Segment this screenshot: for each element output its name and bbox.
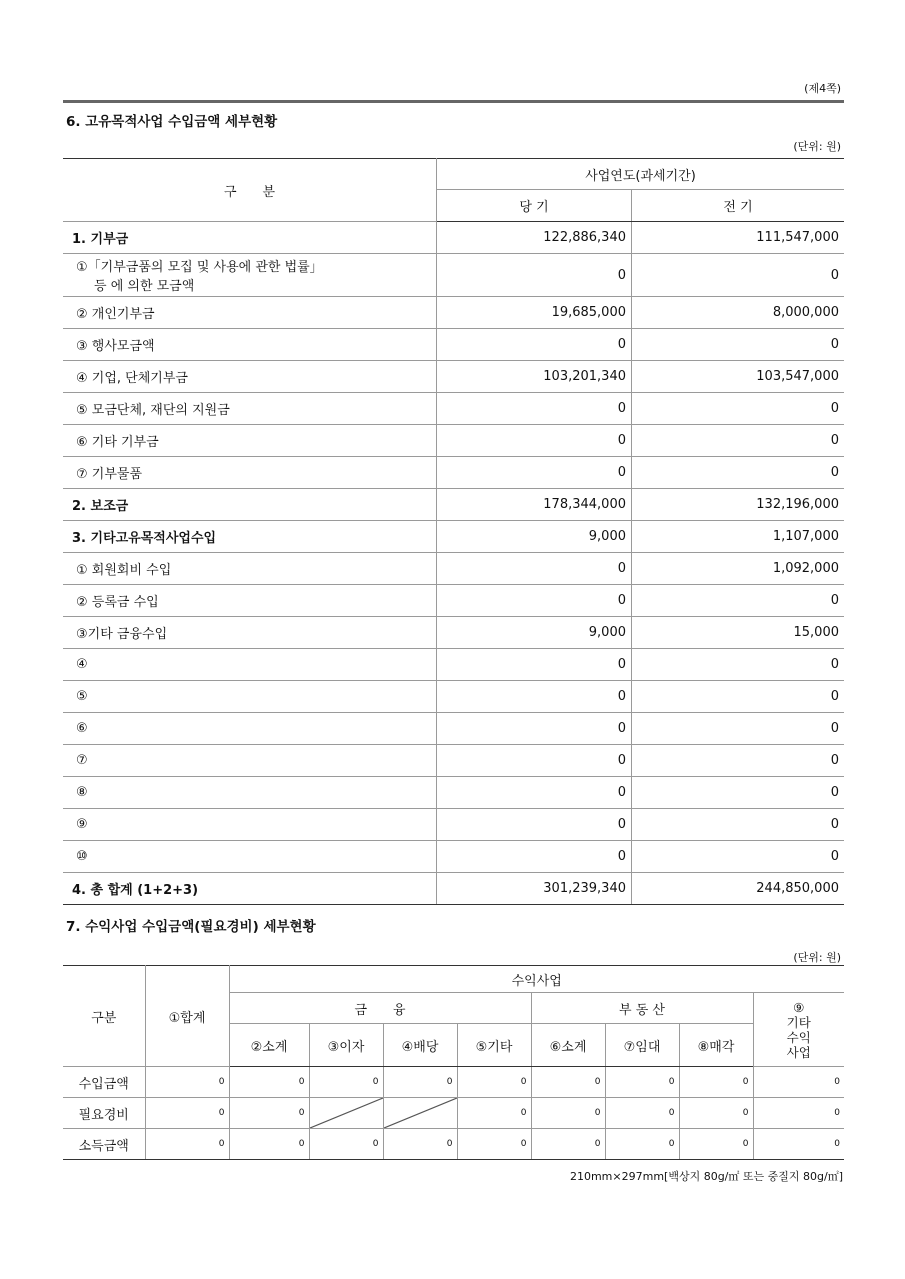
previous-value: 0 — [632, 425, 845, 457]
cell-value: 0 — [531, 1067, 605, 1098]
t7-header-other: ⑨ 기타 수익 사업 — [753, 993, 844, 1067]
current-value: 0 — [437, 841, 632, 873]
previous-value: 0 — [632, 681, 845, 713]
diagonal-slash — [384, 1098, 457, 1128]
previous-value: 103,547,000 — [632, 361, 845, 393]
current-value: 0 — [437, 777, 632, 809]
table-row — [63, 681, 844, 713]
t7-subheader-col: ⑥소계 — [531, 1024, 605, 1067]
current-value: 0 — [437, 457, 632, 489]
t7-subheader-col: ③이자 — [309, 1024, 383, 1067]
table-row — [63, 1098, 844, 1129]
previous-value: 0 — [632, 777, 845, 809]
current-value: 301,239,340 — [437, 873, 632, 905]
row-label: ⑦ 기부물품 — [63, 457, 437, 489]
previous-value: 0 — [632, 745, 845, 777]
t7-subheader-col: ④배당 — [383, 1024, 457, 1067]
row-label: ⑤ — [63, 681, 437, 713]
row-label: 1. 기부금 — [63, 222, 437, 254]
table-row — [63, 777, 844, 809]
previous-value: 132,196,000 — [632, 489, 845, 521]
t7-subheader-col: ⑤기타 — [457, 1024, 531, 1067]
current-value: 0 — [437, 713, 632, 745]
current-value: 0 — [437, 585, 632, 617]
current-value: 9,000 — [437, 617, 632, 649]
section6-title: 6. 고유목적사업 수입금액 세부현황 — [66, 114, 278, 130]
row-label: ③기타 금융수입 — [63, 617, 437, 649]
row-label: 필요경비 — [63, 1098, 145, 1129]
row-label: ③ 행사모금액 — [63, 329, 437, 361]
table-row — [63, 745, 844, 777]
row-label: ⑧ — [63, 777, 437, 809]
previous-value: 0 — [632, 585, 845, 617]
cell-value: 0 — [679, 1098, 753, 1129]
previous-value: 15,000 — [632, 617, 845, 649]
previous-value: 111,547,000 — [632, 222, 845, 254]
table-row — [63, 393, 844, 425]
cell-value: 0 — [605, 1067, 679, 1098]
row-label: 4. 총 합계 (1+2+3) — [63, 873, 437, 905]
cell-value: 0 — [679, 1067, 753, 1098]
cell-value: 0 — [753, 1098, 844, 1129]
cell-value: 0 — [457, 1129, 531, 1160]
cell-value: 0 — [383, 1129, 457, 1160]
t7-header-business: 수익사업 — [229, 966, 844, 993]
cell-value: 0 — [605, 1129, 679, 1160]
section6-unit: (단위: 원) — [793, 140, 841, 153]
table-row — [63, 361, 844, 393]
previous-value: 1,107,000 — [632, 521, 845, 553]
current-value: 0 — [437, 254, 632, 297]
cell-value: 0 — [229, 1098, 309, 1129]
table-row — [63, 585, 844, 617]
table-row — [63, 873, 844, 905]
row-label: 2. 보조금 — [63, 489, 437, 521]
table-row — [63, 254, 844, 297]
section6-table — [63, 158, 844, 905]
cell-value: 0 — [457, 1098, 531, 1129]
current-value: 0 — [437, 809, 632, 841]
table-row — [63, 222, 844, 254]
previous-value: 0 — [632, 713, 845, 745]
row-label: ①「기부금품의 모집 및 사용에 관한 법률」 등 에 의한 모금액 — [63, 254, 437, 297]
row-label: 수입금액 — [63, 1067, 145, 1098]
previous-value: 8,000,000 — [632, 297, 845, 329]
cell-value: 0 — [679, 1129, 753, 1160]
row-label: ⑩ — [63, 841, 437, 873]
previous-value: 0 — [632, 457, 845, 489]
cell-value: 0 — [145, 1129, 229, 1160]
not-applicable-cell — [383, 1098, 457, 1129]
current-value: 103,201,340 — [437, 361, 632, 393]
current-value: 178,344,000 — [437, 489, 632, 521]
section7-table — [63, 965, 844, 1160]
table-row — [63, 521, 844, 553]
diagonal-slash — [310, 1098, 383, 1128]
previous-value: 0 — [632, 254, 845, 297]
table-row — [63, 553, 844, 585]
cell-value: 0 — [531, 1098, 605, 1129]
current-value: 9,000 — [437, 521, 632, 553]
previous-value: 0 — [632, 649, 845, 681]
current-value: 122,886,340 — [437, 222, 632, 254]
current-value: 0 — [437, 681, 632, 713]
not-applicable-cell — [309, 1098, 383, 1129]
header-year-group: 사업연도(과세기간) — [437, 159, 845, 190]
cell-value: 0 — [229, 1067, 309, 1098]
cell-value: 0 — [229, 1129, 309, 1160]
previous-value: 244,850,000 — [632, 873, 845, 905]
table-row — [63, 1129, 844, 1160]
header-previous: 전 기 — [632, 190, 845, 222]
row-label: ⑥ 기타 기부금 — [63, 425, 437, 457]
cell-value: 0 — [145, 1098, 229, 1129]
cell-value: 0 — [753, 1129, 844, 1160]
table-row — [63, 649, 844, 681]
current-value: 0 — [437, 425, 632, 457]
section7-title: 7. 수익사업 수입금액(필요경비) 세부현황 — [66, 919, 316, 935]
cell-value: 0 — [383, 1067, 457, 1098]
t7-subheader-col: ②소계 — [229, 1024, 309, 1067]
paper-spec-footer: 210mm×297mm[백상지 80g/㎡ 또는 중질지 80g/㎡] — [569, 1170, 843, 1183]
t7-header-total: ①합계 — [145, 966, 229, 1067]
t7-subheader-col: ⑧매각 — [679, 1024, 753, 1067]
cell-value: 0 — [605, 1098, 679, 1129]
header-current: 당 기 — [437, 190, 632, 222]
row-label: ⑦ — [63, 745, 437, 777]
cell-value: 0 — [309, 1067, 383, 1098]
row-label: ② 개인기부금 — [63, 297, 437, 329]
header-category: 구 분 — [63, 159, 437, 222]
current-value: 0 — [437, 553, 632, 585]
t7-subheader-col: ⑦임대 — [605, 1024, 679, 1067]
current-value: 19,685,000 — [437, 297, 632, 329]
cell-value: 0 — [753, 1067, 844, 1098]
table-row — [63, 297, 844, 329]
cell-value: 0 — [457, 1067, 531, 1098]
section7-unit: (단위: 원) — [793, 951, 841, 964]
row-label: ⑥ — [63, 713, 437, 745]
current-value: 0 — [437, 649, 632, 681]
current-value: 0 — [437, 329, 632, 361]
row-label: 3. 기타고유목적사업수입 — [63, 521, 437, 553]
top-divider — [63, 100, 844, 103]
previous-value: 1,092,000 — [632, 553, 845, 585]
table-row — [63, 617, 844, 649]
row-label: 소득금액 — [63, 1129, 145, 1160]
table-row — [63, 457, 844, 489]
cell-value: 0 — [309, 1129, 383, 1160]
current-value: 0 — [437, 393, 632, 425]
cell-value: 0 — [145, 1067, 229, 1098]
row-label: ⑨ — [63, 809, 437, 841]
table-row — [63, 809, 844, 841]
t7-header-realestate: 부 동 산 — [531, 993, 753, 1024]
t7-header-finance: 금 융 — [229, 993, 531, 1024]
previous-value: 0 — [632, 809, 845, 841]
row-label: ④ 기업, 단체기부금 — [63, 361, 437, 393]
previous-value: 0 — [632, 841, 845, 873]
cell-value: 0 — [531, 1129, 605, 1160]
page-label: (제4쪽) — [804, 82, 841, 95]
previous-value: 0 — [632, 329, 845, 361]
row-label: ⑤ 모금단체, 재단의 지원금 — [63, 393, 437, 425]
row-label: ④ — [63, 649, 437, 681]
row-label: ② 등록금 수입 — [63, 585, 437, 617]
current-value: 0 — [437, 745, 632, 777]
table-row — [63, 1067, 844, 1098]
table-row — [63, 489, 844, 521]
table-row — [63, 329, 844, 361]
table-row — [63, 425, 844, 457]
table-row — [63, 713, 844, 745]
t7-header-category: 구분 — [63, 966, 145, 1067]
row-label: ① 회원회비 수입 — [63, 553, 437, 585]
previous-value: 0 — [632, 393, 845, 425]
table-row — [63, 841, 844, 873]
